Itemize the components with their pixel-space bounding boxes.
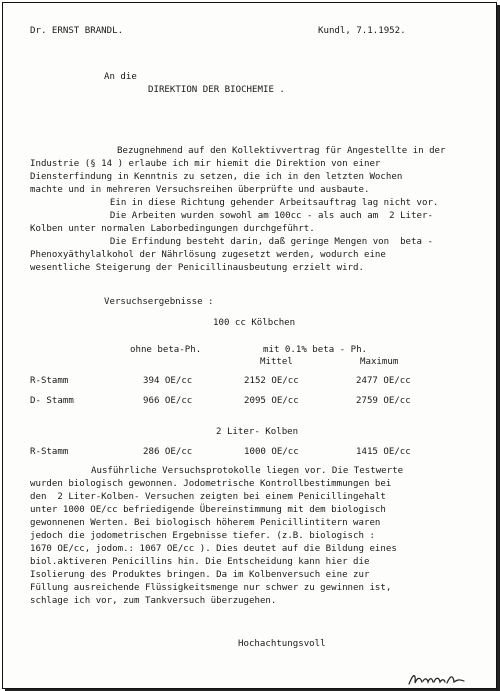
body-line: Isolierung des Produktes bringen. Da im Kolbenversuch eine zur (30, 570, 370, 580)
cell-value: 2759 OE/cc (356, 396, 411, 406)
col-header-mean: Mittel (260, 357, 293, 367)
body-line: jedoch die jodometrischen Ergebnisse tiefer. (z.B. biologisch : (30, 531, 375, 541)
cell-value: 2477 OE/cc (356, 376, 411, 386)
address-line-2: DIREKTION DER BIOCHEMIE . (148, 85, 285, 95)
body-line: Phenoxyäthylalkohol der Nährlösung zugesetzt werden, wodurch eine (30, 250, 386, 260)
cell-value: 2152 OE/cc (244, 376, 299, 386)
body-line: biol.aktiveren Penicillins hin. Die Entscheidung kann hier die (30, 557, 370, 567)
col-header-max: Maximum (360, 357, 399, 367)
cell-value: 966 OE/cc (143, 396, 193, 406)
body-line: gewonnenen Werten. Bei biologisch höherem Penicillintitern waren (30, 518, 381, 528)
place-date: Kundl, 7.1.1952. (318, 26, 406, 36)
body-line: den 2 Liter-Kolben- Versuchen zeigten bei einem Penicillingehalt (30, 492, 386, 502)
body-line: Die Arbeiten wurden sowohl am 100cc - als auch am 2 Liter- (88, 211, 433, 221)
body-line: Diensterfindung in Kenntnis zu setzen, die ich in den letzten Wochen (30, 172, 403, 182)
results-heading: Versuchsergebnisse : (104, 297, 214, 307)
col-header-without: ohne beta-Ph. (130, 345, 202, 355)
cell-value: 286 OE/cc (143, 447, 193, 457)
body-line: Ausführliche Versuchsprotokolle liegen vor. Die Testwerte (91, 466, 404, 476)
cell-value: 394 OE/cc (143, 376, 193, 386)
body-line: schlage ich vor, zum Tankversuch überzugehen. (30, 596, 277, 606)
cell-value: 1415 OE/cc (356, 447, 411, 457)
signature (407, 670, 467, 688)
body-line: 1670 OE/cc, jodom.: 1067 OE/cc ). Dies deutet auf die Bildung eines (30, 544, 397, 554)
body-line: Die Erfindung besteht darin, daß geringe Mengen von beta - (88, 237, 433, 247)
body-line: Bezugnehmend auf den Kollektivvertrag für Angestellte in der (117, 146, 446, 156)
body-line: unter 1000 OE/cc befriedigende Übereinstimmung mit dem biologisch (30, 505, 386, 515)
body-line: machte und in mehreren Versuchsreihen überprüfte und ausbaute. (30, 185, 370, 195)
row-label: D- Stamm (30, 396, 74, 406)
results-subheading-2l: 2 Liter- Kolben (216, 427, 299, 437)
results-subheading-100cc: 100 cc Kölbchen (213, 318, 296, 328)
row-label: R-Stamm (30, 376, 69, 386)
body-line: Füllung ausreichende Flüssigkeitsmenge nur schwer zu gewinnen ist, (30, 583, 392, 593)
cell-value: 2095 OE/cc (244, 396, 299, 406)
body-line: Industrie (§ 14 ) erlaube ich mir hiemit die Direktion von einer (30, 159, 381, 169)
row-label: R-Stamm (30, 447, 69, 457)
body-line: wesentliche Steigerung der Penicillinausbeutung erzielt wird. (30, 263, 364, 273)
sender: Dr. ERNST BRANDL. (30, 26, 124, 36)
body-line: Ein in diese Richtung gehender Arbeitsauftrag lag nicht vor. (88, 198, 439, 208)
address-line-1: An die (104, 72, 137, 82)
col-header-with: mit 0.1% beta - Ph. (263, 345, 368, 355)
body-line: Kolben unter normalen Laborbedingungen durchgeführt. (30, 224, 315, 234)
closing: Hochachtungsvoll (238, 639, 326, 649)
body-line: wurden biologisch gewonnen. Jodometrische Kontrollbestimmungen bei (30, 479, 392, 489)
cell-value: 1000 OE/cc (244, 447, 299, 457)
